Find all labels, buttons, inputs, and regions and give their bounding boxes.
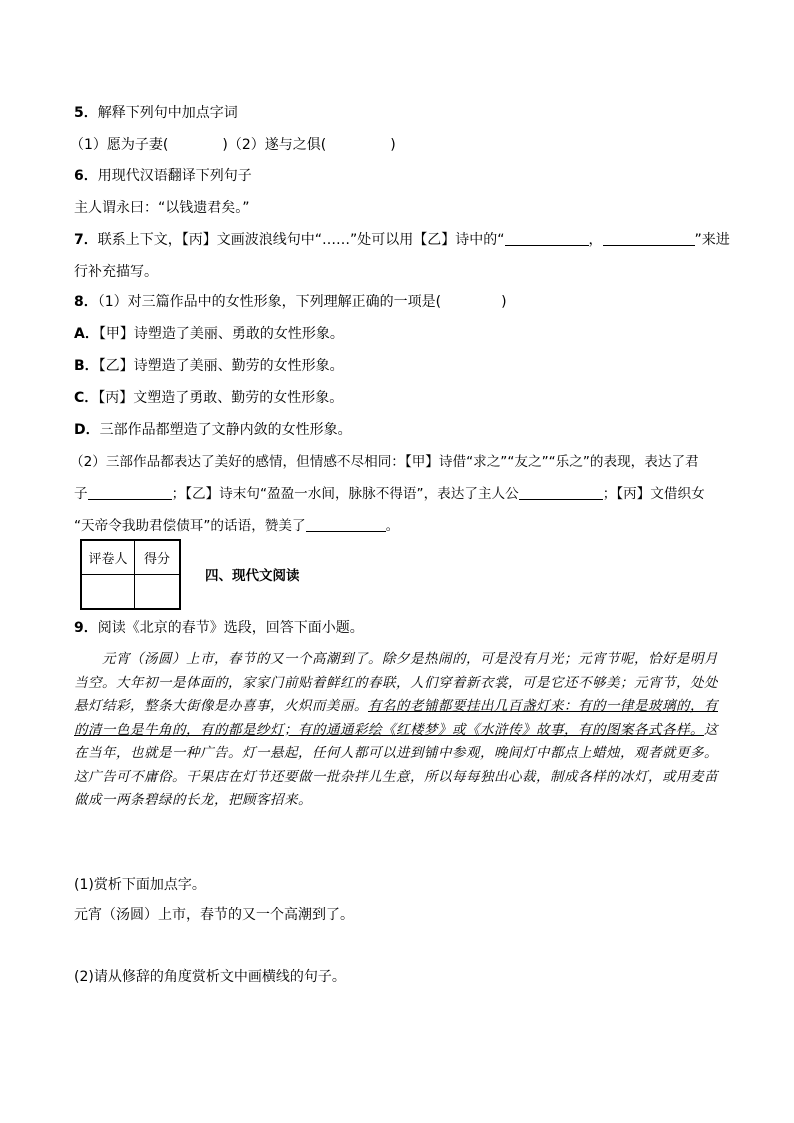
grader-cell[interactable] bbox=[81, 575, 135, 610]
option-text: 【乙】诗塑造了美丽、勤劳的女性形象。 bbox=[98, 358, 344, 374]
q9-sub1-sentence: 元宵（汤圆）上市，春节的又一个高潮到了。 bbox=[74, 907, 354, 923]
question-number: 6 bbox=[74, 168, 84, 184]
q8-option-d[interactable]: D．三部作品都塑造了文静内敛的女性形象。 bbox=[74, 422, 352, 438]
q8-stem: 8．（1）对三篇作品中的女性形象，下列理解正确的一项是( ) bbox=[74, 294, 507, 310]
text-segment: 。 bbox=[385, 518, 400, 534]
option-text: 【丙】文塑造了勇敢、勤劳的女性形象。 bbox=[98, 390, 344, 406]
section-title: 四、现代文阅读 bbox=[205, 568, 300, 584]
question-number: 9 bbox=[74, 620, 84, 636]
question-text: 用现代汉语翻译下列句子 bbox=[97, 168, 252, 184]
text-segment: ；【丙】文借织女 bbox=[602, 486, 705, 502]
question-text: 解释下列句中加点字词 bbox=[97, 105, 238, 121]
passage-text: 这 bbox=[704, 721, 718, 738]
passage-line bbox=[74, 695, 722, 719]
q9-stem: 9．阅读《北京的春节》选段，回答下面小题。 bbox=[74, 620, 364, 636]
q9-sub2-label: (2)请从修辞的角度赏析文中画横线的句子。 bbox=[74, 969, 346, 985]
option-letter: D bbox=[74, 422, 86, 438]
q6-sentence: 主人谓永曰：“以钱遗君矣。” bbox=[74, 200, 250, 216]
text-segment: 子 bbox=[74, 486, 88, 502]
q7-line1: 7．联系上下文，【丙】文画波浪线句中“……”处可以用【乙】诗中的“ ， ”来进 bbox=[74, 232, 730, 248]
passage-line: 这广告可不庸俗。干果店在灯节还要做一批杂拌儿生意，所以每每独出心裁，制成各样的冰灯，或用麦苗 bbox=[74, 768, 718, 785]
text-segment: “天帝令我助君偿债耳”的话语，赞美了 bbox=[74, 518, 306, 534]
question-text-end: ”来进 bbox=[694, 232, 730, 248]
answer-blank[interactable] bbox=[519, 485, 603, 500]
question-number: 7 bbox=[74, 232, 84, 248]
q8-option-a[interactable]: A．【甲】诗塑造了美丽、勇敢的女性形象。 bbox=[74, 326, 344, 342]
q8-option-c[interactable]: C．【丙】文塑造了勇敢、勤劳的女性形象。 bbox=[74, 390, 344, 406]
score-header-score: 得分 bbox=[135, 540, 181, 575]
option-letter: A bbox=[74, 326, 85, 342]
score-cell[interactable] bbox=[135, 575, 181, 610]
question-text: （1）对三篇作品中的女性形象，下列理解正确的一项是( bbox=[97, 294, 442, 310]
passage-line: 元宵（汤圆）上市，春节的又一个高潮到了。除夕是热闹的，可是没有月光；元宵节呢，恰好是明月 bbox=[102, 651, 718, 667]
passage-line bbox=[74, 719, 722, 743]
q8-part2-line1: （2）三部作品都表达了美好的感情，但情感不尽相同：【甲】诗借“求之”“友之”“乐之”的表现，表达了君 bbox=[70, 454, 699, 470]
option-text: 三部作品都塑造了文静内敛的女性形象。 bbox=[99, 422, 352, 438]
answer-blank[interactable] bbox=[505, 231, 589, 246]
passage-text: 悬灯结彩，整条大街像是办喜事，火炽而美丽。 bbox=[74, 698, 368, 714]
passage-line: 做成一两条碧绿的长龙，把顾客招来。 bbox=[74, 792, 312, 808]
q8-option-b[interactable]: B．【乙】诗塑造了美丽、勤劳的女性形象。 bbox=[74, 358, 344, 374]
underlined-sentence: 有名的老铺都要挂出几百盏灯来：有的一律是玻璃的，有 bbox=[368, 698, 718, 714]
q8-part2-line2 bbox=[74, 484, 705, 504]
paren-close: ) bbox=[501, 294, 507, 310]
q5-item-end: ) bbox=[390, 137, 396, 153]
q6-stem: 6．用现代汉语翻译下列句子 bbox=[74, 168, 252, 184]
answer-blank[interactable] bbox=[88, 485, 172, 500]
question-number: 5 bbox=[74, 105, 84, 121]
q5-item2: )（2）遂与之俱( bbox=[222, 137, 327, 153]
separator: ， bbox=[588, 232, 603, 248]
text-segment: ；【乙】诗末句“盈盈一水间，脉脉不得语”，表达了主人公 bbox=[171, 486, 519, 502]
passage-line: 当空。大年初一是体面的，家家门前贴着鲜红的春联，人们穿着新衣裳，可是它还不够美；元宵节，处处 bbox=[74, 674, 718, 691]
score-header-grader: 评卷人 bbox=[81, 540, 135, 575]
passage-line: 在当年，也就是一种广告。灯一悬起，任何人都可以进到铺中参观，晚间灯中都点上蜡烛，观者就更多。 bbox=[74, 745, 718, 761]
reading-passage bbox=[74, 648, 722, 813]
option-letter: B bbox=[74, 358, 85, 374]
q7-line2: 行补充描写。 bbox=[74, 264, 158, 280]
q9-sub1-label: (1)赏析下面加点字。 bbox=[74, 877, 206, 893]
underlined-sentence: 的清一色是牛角的，有的都是纱灯；有的通通彩绘《红楼梦》或《水浒传》故事，有的图案各式各样。 bbox=[74, 721, 704, 738]
answer-blank[interactable] bbox=[306, 517, 386, 532]
question-text: 阅读《北京的春节》选段，回答下面小题。 bbox=[97, 620, 364, 636]
answer-blank[interactable] bbox=[603, 231, 695, 246]
q5-stem: 5．解释下列句中加点字词 bbox=[74, 105, 238, 121]
option-text: 【甲】诗塑造了美丽、勇敢的女性形象。 bbox=[98, 326, 344, 342]
q5-item1: （1）愿为子妻( bbox=[70, 137, 169, 153]
score-table bbox=[80, 539, 181, 610]
option-letter: C bbox=[74, 390, 85, 406]
q5-items bbox=[70, 135, 396, 155]
question-number: 8 bbox=[74, 294, 84, 310]
question-text: 联系上下文，【丙】文画波浪线句中“……”处可以用【乙】诗中的“ bbox=[97, 232, 505, 248]
q8-part2-line3 bbox=[74, 516, 399, 536]
